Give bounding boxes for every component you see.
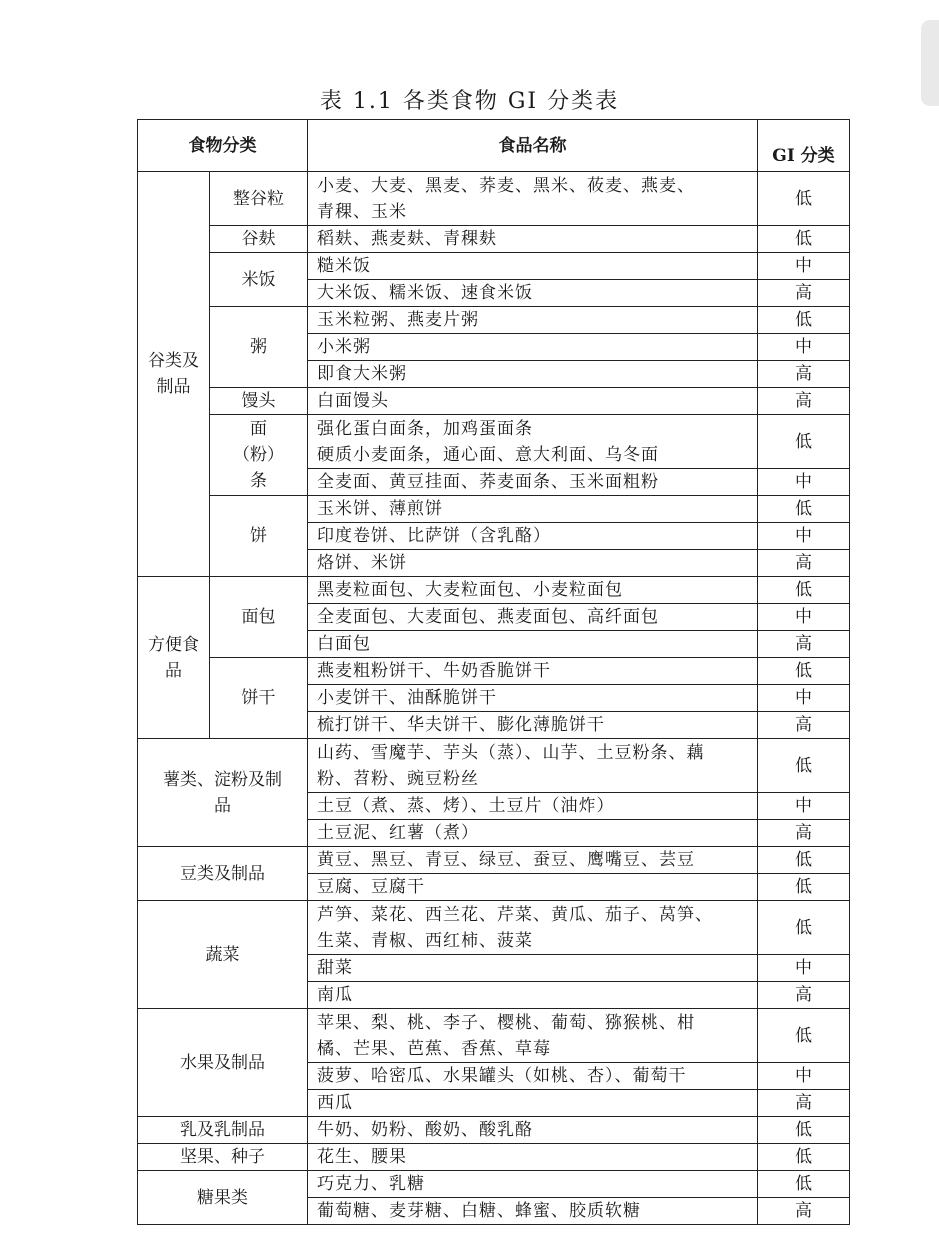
subcategory-label: 米饭 — [241, 269, 276, 290]
table-row — [138, 577, 850, 604]
food-name-cell — [308, 388, 758, 415]
food-name-cell — [308, 307, 758, 334]
food-name-cell — [308, 631, 758, 658]
category-label: 水果及制品 — [180, 1052, 265, 1073]
food-name-cell — [308, 361, 758, 388]
food-name-cell — [308, 1144, 758, 1171]
gi-grade-cell — [758, 280, 850, 307]
subcategory-cell — [210, 577, 308, 658]
food-name-cell — [308, 1090, 758, 1117]
food-name: 印度卷饼、比萨饼（含乳酪） — [317, 526, 551, 546]
food-name-cell — [308, 901, 758, 955]
subcategory-cell — [210, 307, 308, 388]
gi-grade-cell — [758, 901, 850, 955]
gi-grade: 高 — [795, 391, 812, 411]
food-name-cell — [308, 982, 758, 1009]
gi-grade: 中 — [795, 337, 812, 357]
food-name-cell — [308, 847, 758, 874]
category-label: 糖果类 — [197, 1187, 248, 1208]
gi-classification-table — [137, 119, 850, 1225]
gi-grade-cell — [758, 874, 850, 901]
food-name-cell — [308, 577, 758, 604]
food-name-cell — [308, 739, 758, 793]
gi-grade: 高 — [795, 364, 812, 384]
table-row — [138, 388, 850, 415]
gi-grade-cell — [758, 172, 850, 226]
food-name-cell — [308, 226, 758, 253]
table-row — [138, 739, 850, 793]
subcategory-cell — [210, 658, 308, 739]
gi-grade-cell — [758, 658, 850, 685]
gi-grade-cell — [758, 334, 850, 361]
table-header-row — [138, 120, 850, 172]
table-row — [138, 1171, 850, 1198]
category-cell — [138, 577, 210, 739]
food-name-cell — [308, 469, 758, 496]
food-name-cell — [308, 1198, 758, 1225]
food-name: 白面馒头 — [317, 391, 389, 411]
gi-grade-cell — [758, 415, 850, 469]
category-cell — [138, 901, 308, 1009]
gi-grade: 低 — [795, 661, 812, 681]
gi-grade-cell — [758, 1009, 850, 1063]
subcategory-label: 饼干 — [241, 688, 276, 708]
subcategory-label: 馒头 — [241, 391, 276, 411]
subcategory-cell — [210, 172, 308, 226]
subcategory-cell — [210, 496, 308, 577]
table-title: 表 1.1 各类食物 GI 分类表 — [319, 89, 620, 114]
gi-grade-cell — [758, 1198, 850, 1225]
category-label: 乳及乳制品 — [180, 1120, 265, 1140]
subcategory-cell — [210, 253, 308, 307]
food-name-cell — [308, 1063, 758, 1090]
gi-grade-cell — [758, 523, 850, 550]
gi-grade-cell — [758, 361, 850, 388]
gi-grade: 低 — [795, 229, 812, 249]
food-name: 糙米饭 — [317, 256, 371, 276]
food-name: 芦笋、菜花、西兰花、芹菜、黄瓜、茄子、莴笋、 — [317, 904, 713, 925]
gi-grade-cell — [758, 496, 850, 523]
food-name: 小麦、大麦、黑麦、荞麦、黑米、莜麦、燕麦、 — [317, 175, 695, 196]
food-name: 青稞、玉米 — [317, 201, 407, 222]
food-name: 橘、芒果、芭蕉、香蕉、草莓 — [317, 1038, 551, 1059]
food-name: 甜菜 — [317, 958, 353, 978]
gi-grade: 低 — [795, 580, 812, 600]
food-name-cell — [308, 415, 758, 469]
category-cell — [138, 1144, 308, 1171]
category-cell — [138, 847, 308, 901]
food-name-cell — [308, 685, 758, 712]
gi-grade-cell — [758, 1090, 850, 1117]
food-name: 西瓜 — [317, 1093, 353, 1113]
food-name: 苹果、梨、桃、李子、樱桃、葡萄、猕猴桃、柑 — [317, 1012, 695, 1033]
gi-grade-cell — [758, 982, 850, 1009]
category-label: 方便食品 — [148, 634, 199, 681]
food-name-cell — [308, 793, 758, 820]
gi-grade-cell — [758, 253, 850, 280]
table-row — [138, 847, 850, 874]
gi-grade: 中 — [795, 256, 812, 276]
category-label: 坚果、种子 — [180, 1147, 265, 1167]
food-name: 即食大米粥 — [317, 364, 407, 384]
category-label: 薯类、淀粉及制品 — [163, 769, 282, 816]
food-name: 生菜、青椒、西红柿、菠菜 — [317, 930, 533, 951]
table-row — [138, 1117, 850, 1144]
gi-grade-cell — [758, 307, 850, 334]
gi-grade: 高 — [795, 1201, 812, 1221]
category-cell — [138, 739, 308, 847]
gi-grade: 低 — [795, 1174, 812, 1194]
gi-grade: 高 — [795, 715, 812, 735]
food-name: 花生、腰果 — [317, 1147, 407, 1167]
food-name: 梳打饼干、华夫饼干、膨化薄脆饼干 — [317, 715, 605, 735]
gi-grade-cell — [758, 1063, 850, 1090]
food-name: 小米粥 — [317, 337, 371, 357]
subcategory-cell — [210, 388, 308, 415]
food-name: 玉米粒粥、燕麦片粥 — [317, 310, 479, 330]
food-name-cell — [308, 1117, 758, 1144]
table-row — [138, 226, 850, 253]
subcategory-label: 面包 — [241, 607, 276, 627]
header-gi-class: GI 分类 — [758, 120, 850, 172]
gi-grade: 高 — [795, 283, 812, 303]
gi-grade-cell — [758, 1171, 850, 1198]
gi-grade: 低 — [795, 917, 812, 938]
gi-grade: 高 — [795, 985, 812, 1005]
table-row — [138, 415, 850, 469]
food-name: 玉米饼、薄煎饼 — [317, 499, 443, 519]
food-name-cell — [308, 253, 758, 280]
category-label: 蔬菜 — [205, 944, 240, 965]
food-name-cell — [308, 550, 758, 577]
food-name: 南瓜 — [317, 985, 353, 1005]
food-name: 白面包 — [317, 634, 371, 654]
food-name-cell — [308, 712, 758, 739]
gi-grade-cell — [758, 469, 850, 496]
gi-grade: 中 — [795, 796, 812, 816]
gi-grade: 低 — [795, 188, 812, 209]
gi-grade-cell — [758, 577, 850, 604]
food-name-cell — [308, 820, 758, 847]
gi-grade: 低 — [795, 755, 812, 776]
gi-grade: 低 — [795, 1147, 812, 1167]
subcategory-label: 面（粉）条 — [233, 419, 284, 491]
gi-grade: 低 — [795, 1025, 812, 1046]
food-name-cell — [308, 955, 758, 982]
food-name-cell — [308, 496, 758, 523]
gi-grade: 低 — [795, 310, 812, 330]
food-name: 牛奶、奶粉、酸奶、酸乳酪 — [317, 1120, 533, 1140]
gi-grade-cell — [758, 604, 850, 631]
table-row — [138, 658, 850, 685]
gi-grade: 高 — [795, 823, 812, 843]
table-row — [138, 496, 850, 523]
subcategory-label: 整谷粒 — [233, 188, 284, 209]
table-row — [138, 307, 850, 334]
gi-grade: 中 — [795, 472, 812, 492]
gi-grade: 中 — [795, 958, 812, 978]
gi-grade: 中 — [795, 688, 812, 708]
subcategory-cell — [210, 226, 308, 253]
food-name: 稻麸、燕麦麸、青稞麸 — [317, 229, 497, 249]
category-cell — [138, 1171, 308, 1225]
gi-grade: 中 — [795, 526, 812, 546]
food-name: 黑麦粒面包、大麦粒面包、小麦粒面包 — [317, 580, 623, 600]
category-label: 谷类及制品 — [148, 351, 199, 397]
gi-grade: 高 — [795, 553, 812, 573]
food-name-cell — [308, 1171, 758, 1198]
food-name: 黄豆、黑豆、青豆、绿豆、蚕豆、鹰嘴豆、芸豆 — [317, 850, 695, 870]
gi-grade-cell — [758, 631, 850, 658]
food-name-cell — [308, 604, 758, 631]
gi-grade: 高 — [795, 1093, 812, 1113]
table-row — [138, 253, 850, 280]
food-name: 硬质小麦面条，通心面、意大利面、乌冬面 — [317, 444, 659, 465]
gi-grade: 中 — [795, 607, 812, 627]
gi-grade-cell — [758, 955, 850, 982]
food-name: 烙饼、米饼 — [317, 553, 407, 573]
category-cell — [138, 1117, 308, 1144]
food-name-cell — [308, 334, 758, 361]
subcategory-label: 谷麸 — [241, 229, 276, 249]
gi-grade-cell — [758, 550, 850, 577]
category-cell — [138, 1009, 308, 1117]
gi-grade-cell — [758, 226, 850, 253]
food-name: 强化蛋白面条，加鸡蛋面条 — [317, 418, 533, 439]
food-name-cell — [308, 658, 758, 685]
subcategory-label: 饼 — [250, 526, 267, 546]
header-food-name: 食品名称 — [308, 120, 758, 172]
category-cell — [138, 172, 210, 577]
food-name: 小麦饼干、油酥脆饼干 — [317, 688, 497, 708]
food-name-cell — [308, 172, 758, 226]
gi-grade-cell — [758, 685, 850, 712]
food-name-cell — [308, 874, 758, 901]
food-name: 山药、雪魔芋、芋头（蒸）、山芋、土豆粉条、藕 — [317, 742, 705, 763]
gi-grade-cell — [758, 712, 850, 739]
category-label: 豆类及制品 — [180, 863, 265, 884]
food-name: 土豆泥、红薯（煮） — [317, 823, 479, 843]
header-category: 食物分类 — [138, 120, 308, 172]
gi-grade-cell — [758, 820, 850, 847]
gi-grade: 低 — [795, 431, 812, 452]
gi-grade-cell — [758, 388, 850, 415]
food-name: 全麦面、黄豆挂面、荞麦面条、玉米面粗粉 — [317, 472, 659, 492]
gi-grade: 低 — [795, 850, 812, 870]
food-name: 土豆（煮、蒸、烤）、土豆片（油炸） — [317, 796, 615, 816]
gi-grade: 高 — [795, 634, 812, 654]
food-name: 粉、苕粉、豌豆粉丝 — [317, 768, 479, 789]
gi-grade-cell — [758, 1144, 850, 1171]
food-name: 菠萝、哈密瓜、水果罐头（如桃、杏）、葡萄干 — [317, 1066, 687, 1086]
food-name: 全麦面包、大麦面包、燕麦面包、高纤面包 — [317, 607, 659, 627]
food-name: 葡萄糖、麦芽糖、白糖、蜂蜜、胶质软糖 — [317, 1201, 641, 1221]
food-name: 豆腐、豆腐干 — [317, 877, 425, 897]
subcategory-cell — [210, 415, 308, 496]
food-name-cell — [308, 1009, 758, 1063]
food-name: 大米饭、糯米饭、速食米饭 — [317, 283, 533, 303]
food-name: 巧克力、乳糖 — [317, 1174, 425, 1194]
gi-grade: 低 — [795, 1120, 812, 1140]
gi-grade: 低 — [795, 877, 812, 897]
gi-grade-cell — [758, 1117, 850, 1144]
subcategory-label: 粥 — [250, 337, 267, 357]
gi-grade-cell — [758, 793, 850, 820]
gi-grade: 中 — [795, 1066, 812, 1086]
table-row — [138, 172, 850, 226]
table-row — [138, 901, 850, 955]
gi-grade-cell — [758, 847, 850, 874]
food-name-cell — [308, 280, 758, 307]
gi-grade: 低 — [795, 499, 812, 519]
table-row — [138, 1009, 850, 1063]
food-name: 燕麦粗粉饼干、牛奶香脆饼干 — [317, 661, 551, 681]
table-body — [138, 172, 850, 1225]
gi-grade-cell — [758, 739, 850, 793]
food-name-cell — [308, 523, 758, 550]
table-row — [138, 1144, 850, 1171]
